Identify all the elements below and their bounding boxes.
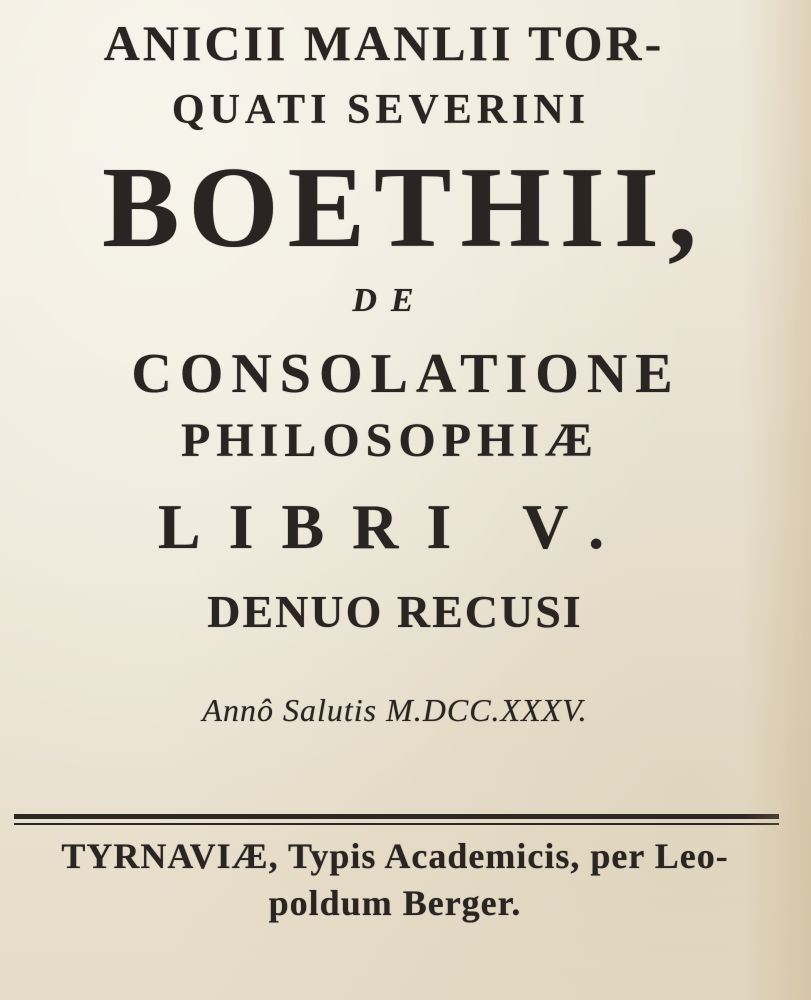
- books-count: LIBRI V.: [157, 491, 633, 562]
- author-line-2: QUATI SEVERINI: [171, 87, 591, 133]
- author-line-1: ANICII MANLII TOR-: [103, 15, 665, 71]
- divider-rule-thick: [14, 814, 779, 819]
- preposition: DE: [352, 282, 428, 319]
- work-title-line-2: PHILOSOPHIÆ: [180, 414, 600, 467]
- author-name: BOETHII,: [102, 144, 706, 272]
- work-title-line-1: CONSOLATIONE: [131, 343, 681, 405]
- imprint-line-2: poldum Berger.: [268, 883, 522, 923]
- imprint-line-1: TYRNAVIÆ, Typis Academicis, per Leo-: [61, 836, 729, 876]
- year-line: Annô Salutis M.DCC.XXXV.: [202, 692, 588, 728]
- divider-rule-thin: [14, 823, 779, 825]
- edition-note: DENUO RECUSI: [207, 586, 583, 637]
